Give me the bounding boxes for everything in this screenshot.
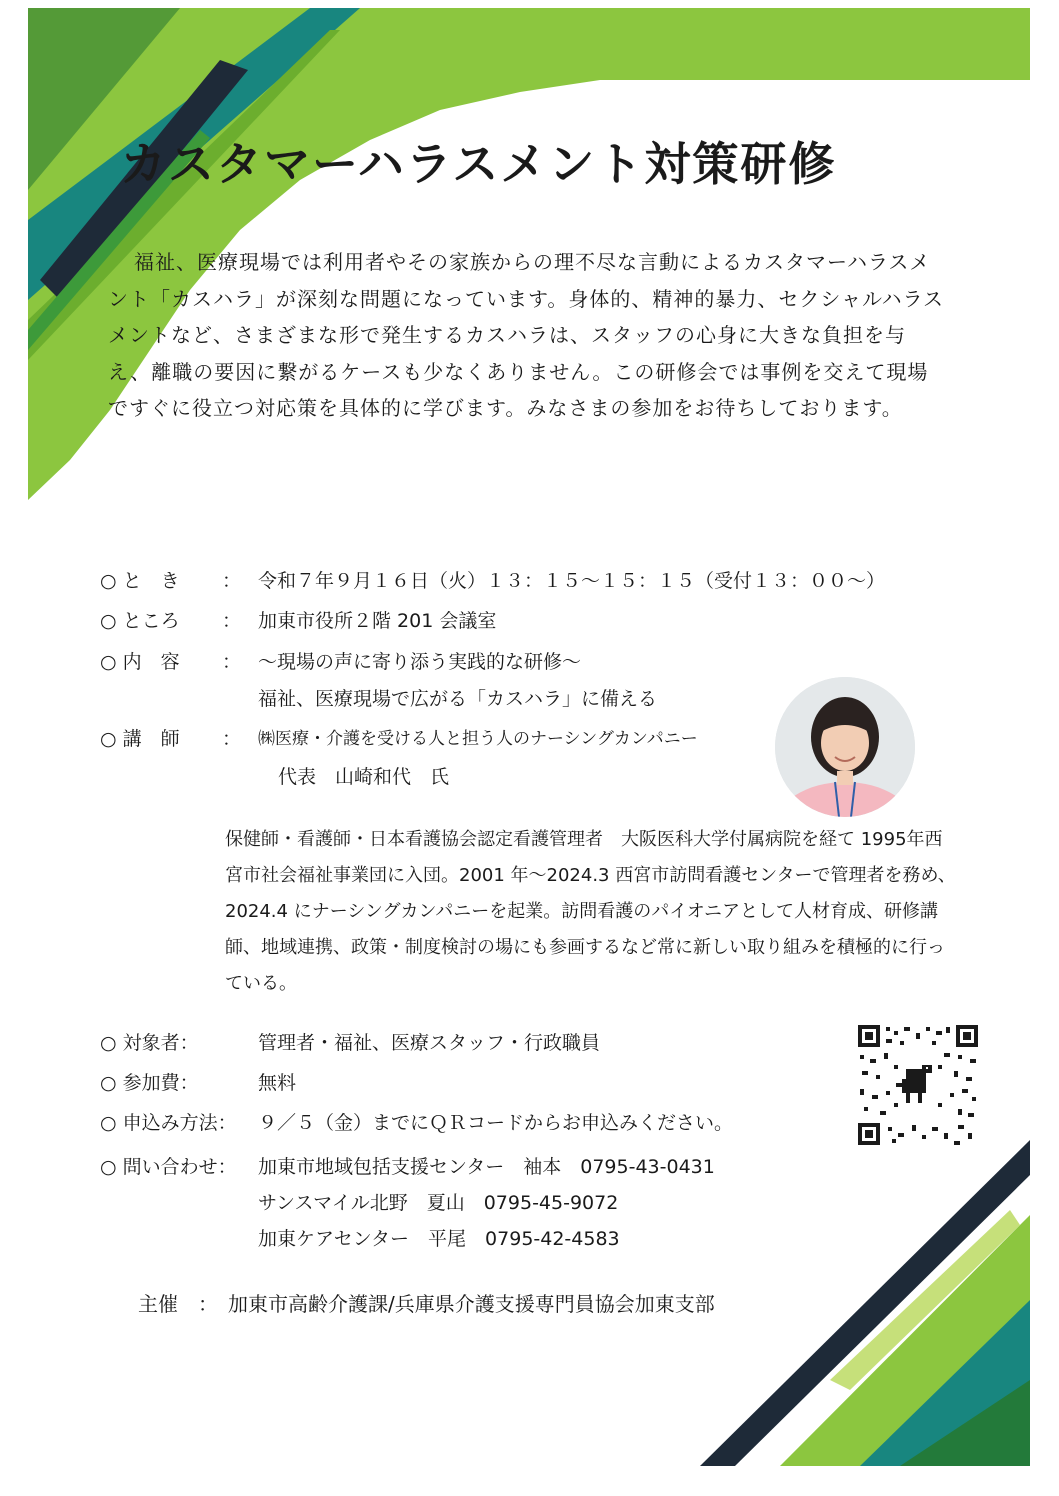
intro-paragraph: 福祉、医療現場では利用者やその家族からの理不尽な言動によるカスタマーハラスメント「カスハラ」が深刻な問題になっています。身体的、精神的暴力、セクシャルハラスメントなど、さまざまな形で発生するカスハラは、スタッフの心身に大きな負担を与え、離職の要因に繋がるケースも少なくありません。この研修会では事例を交えて現場ですぐに役立つ対応策を具体的に学びます。みなさまの参加をお待ちしております。	[108, 250, 944, 420]
lecturer-org: ㈱医療・介護を受ける人と担う人のナーシングカンパニー	[258, 729, 698, 749]
lecturer-photo	[775, 677, 915, 817]
content-line-1: ～現場の声に寄り添う実践的な研修～	[258, 651, 582, 673]
place-value: 加東市役所２階 201 会議室	[258, 610, 497, 632]
fee-value: 無料	[258, 1072, 297, 1094]
content-label: ○ 内 容	[100, 651, 180, 673]
place-label: ○ ところ	[100, 610, 180, 632]
lecturer-bio: 保健師・看護師・日本看護協会認定看護管理者 大阪医科大学付属病院を経て 1995年西宮市社会福祉事業団に入団。2001 年～2024.3 西宮市訪問看護センターで管理者を務め、2024.4 にナーシングカンパニーを起業。訪問看護のパイオニアとして人材育成、研修講師、地域連携、政策・制度検討の場にも参画するなど常に新しい取り組みを積極的に行っている。	[225, 829, 956, 994]
lecturer-name: 代表 山崎和代 氏	[278, 766, 450, 788]
target-value: 管理者・福祉、医療スタッフ・行政職員	[258, 1032, 601, 1054]
target-label: ○ 対象者：	[100, 1032, 199, 1054]
date-label: ○ と き	[100, 570, 180, 592]
apply-label: ○ 申込み方法：	[100, 1112, 237, 1134]
contact-label: ○ 問い合わせ：	[100, 1156, 237, 1178]
colon: ：	[222, 610, 242, 632]
contact-1: 加東市地域包括支援センター 袖本 0795-43-0431	[258, 1156, 715, 1178]
contact-2: サンスマイル北野 夏山 0795-45-9072	[258, 1192, 619, 1214]
contact-3: 加東ケアセンター 平尾 0795-42-4583	[258, 1228, 620, 1250]
host-line: 主催 ： 加東市高齢介護課/兵庫県介護支援専門員協会加東支部	[138, 1292, 715, 1316]
colon: ：	[222, 570, 242, 592]
apply-value: ９／５（金）までにＱＲコードからお申込みください。	[258, 1112, 734, 1134]
fee-label: ○ 参加費：	[100, 1072, 199, 1094]
qr-code[interactable]	[858, 1025, 978, 1145]
lecturer-label: ○ 講 師	[100, 728, 180, 750]
page-title: カスタマーハラスメント対策研修	[120, 137, 837, 191]
colon: ：	[222, 651, 242, 673]
date-value: 令和７年９月１６日（火）１３：１５～１５：１５（受付１３：００～）	[258, 570, 886, 592]
colon: ：	[222, 728, 242, 750]
content-line-2: 福祉、医療現場で広がる「カスハラ」に備える	[258, 688, 658, 710]
